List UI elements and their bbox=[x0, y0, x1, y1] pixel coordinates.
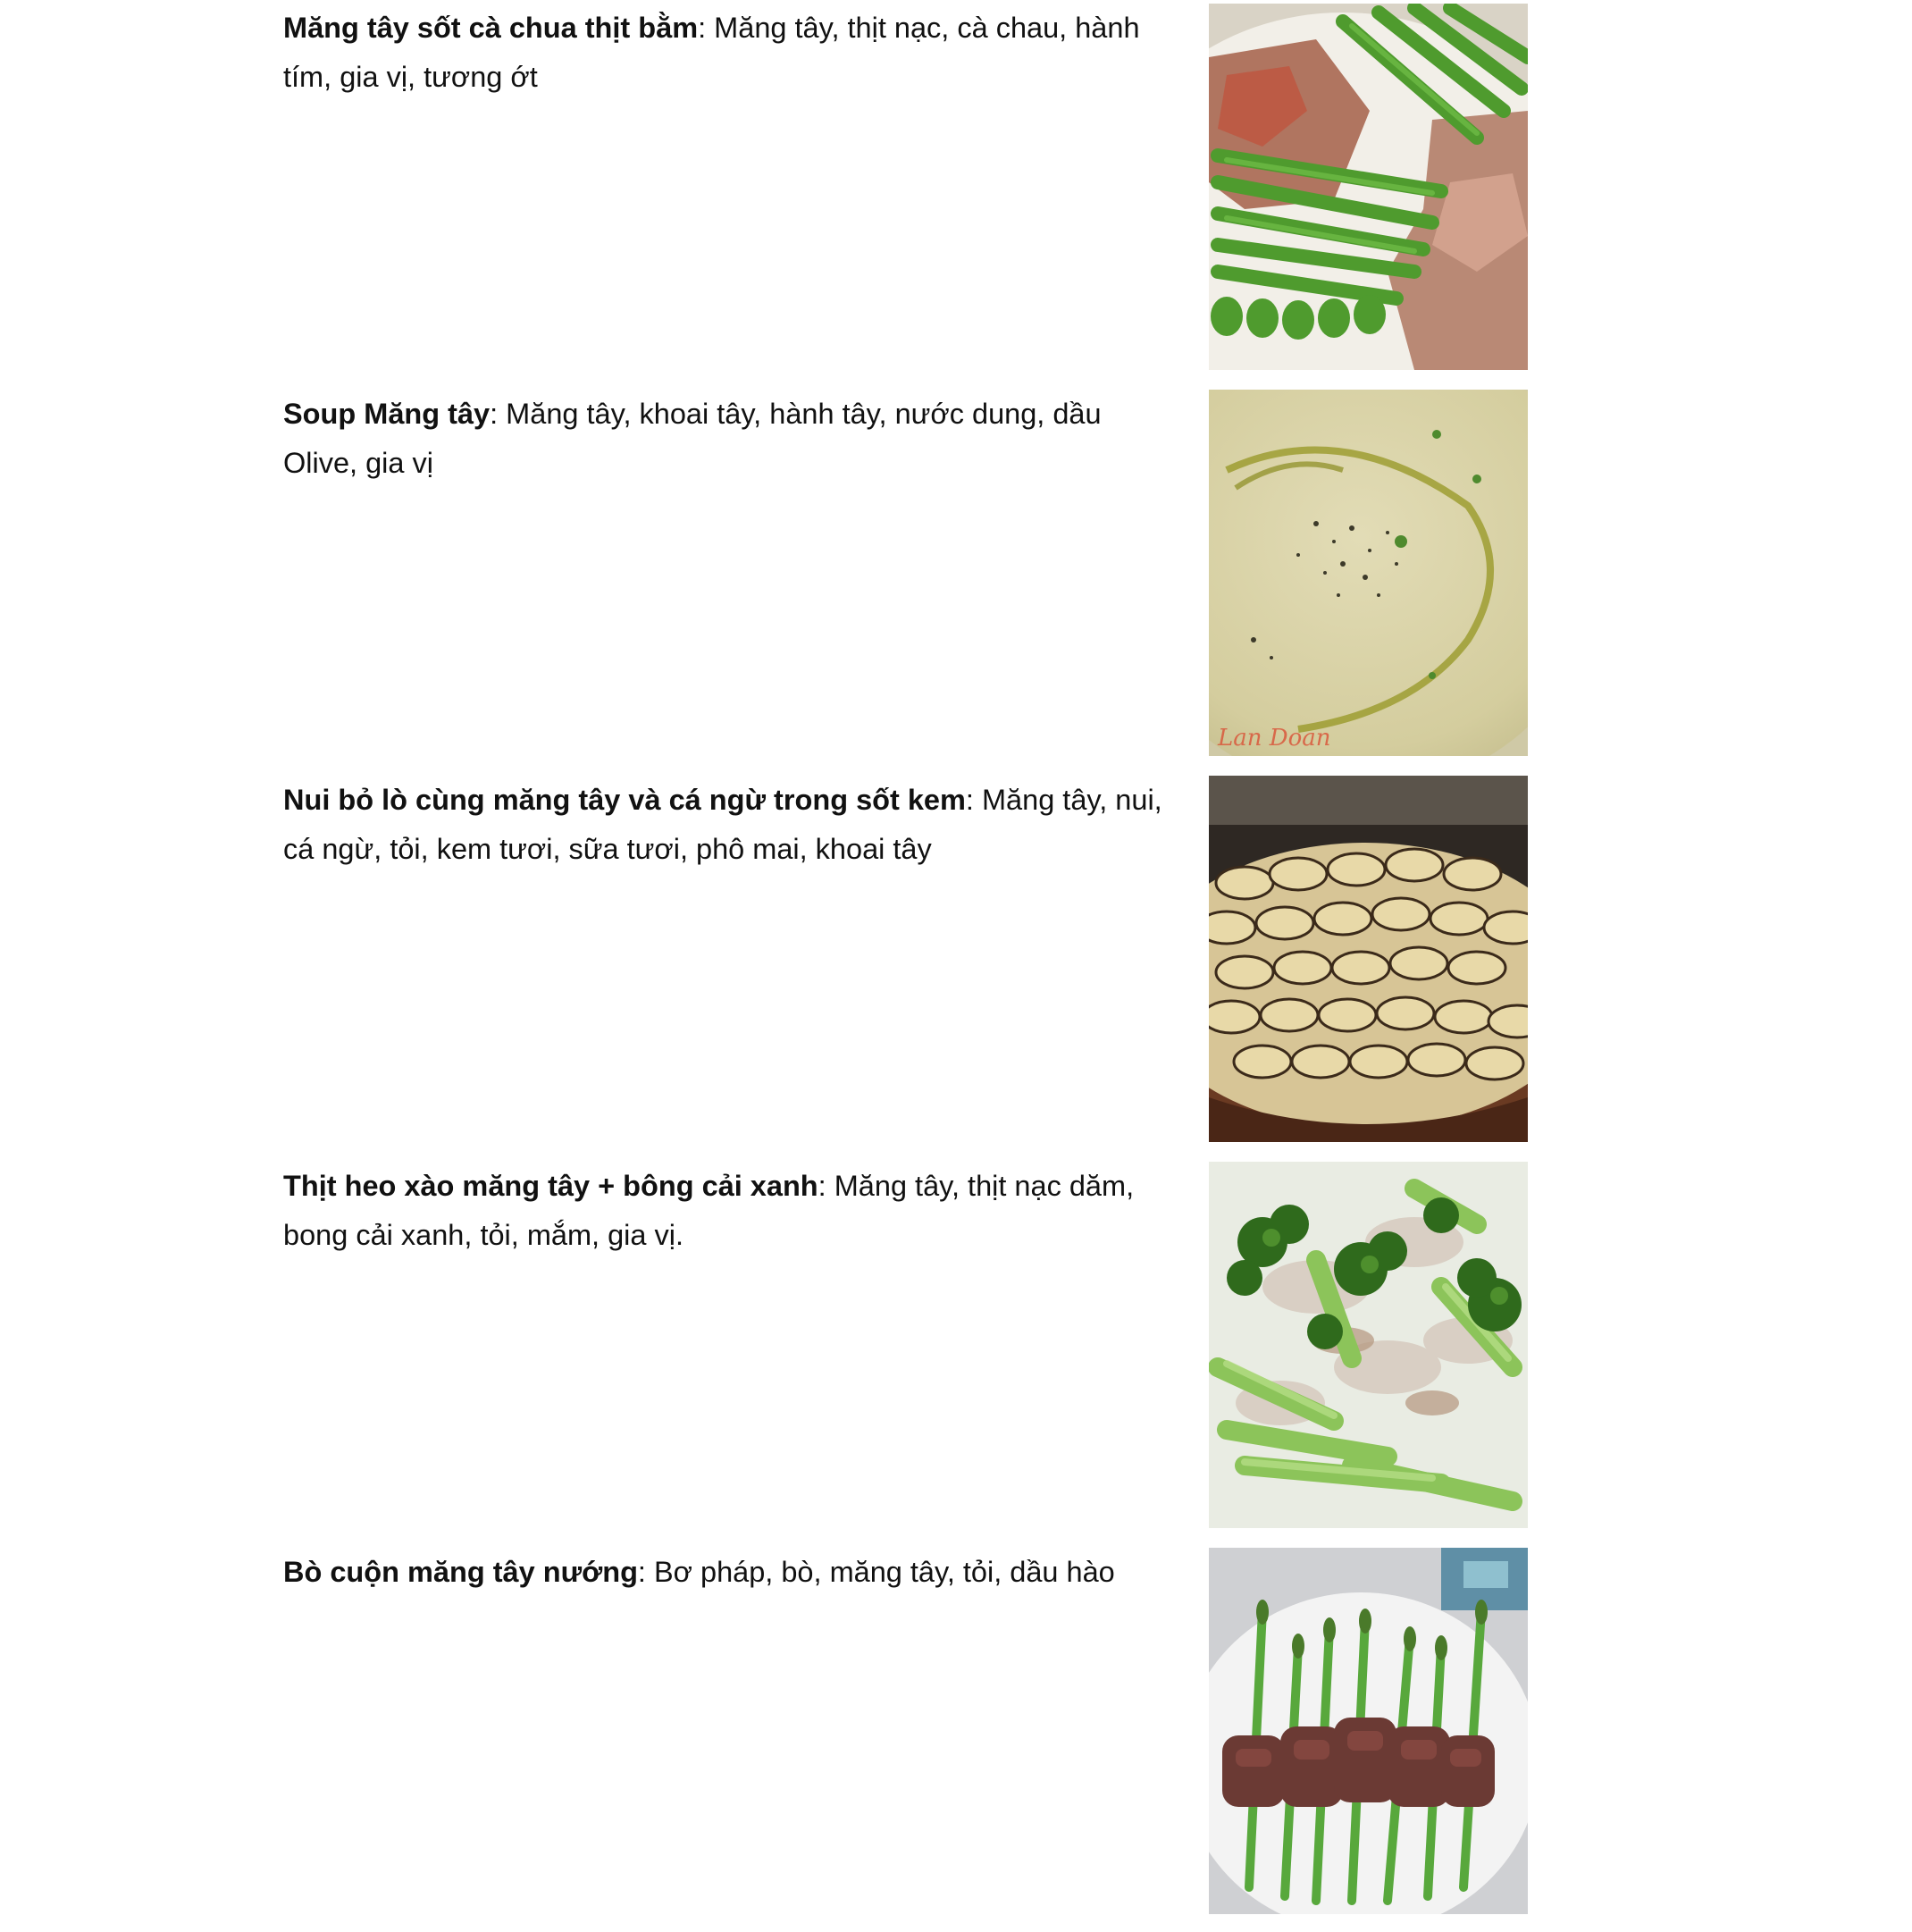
recipe-ingredients: : Măng tây, thịt nạc, cà chau, hành tím, gia vị, tương ớt bbox=[283, 12, 1140, 93]
recipe-ingredients: : Măng tây, nui, cá ngừ, tỏi, kem tươi, sữa tươi, phô mai, khoai tây bbox=[283, 784, 1162, 865]
recipe-description bbox=[283, 390, 1177, 488]
recipe-description bbox=[283, 1548, 1177, 1597]
asparagus-soup-photo bbox=[1209, 390, 1528, 756]
recipe-name: Nui bỏ lò cùng măng tây và cá ngừ trong sốt kem bbox=[283, 784, 966, 816]
photo-watermark: Lan Doan bbox=[1218, 725, 1331, 752]
recipe-description bbox=[283, 776, 1177, 874]
recipe-description bbox=[283, 4, 1177, 102]
recipe-name: Bò cuộn măng tây nướng bbox=[283, 1556, 638, 1588]
asparagus-tomato-minced-pork-photo bbox=[1209, 4, 1528, 370]
recipe-item bbox=[0, 1162, 1912, 1546]
recipe-description bbox=[283, 1162, 1177, 1260]
recipe-item bbox=[0, 4, 1912, 388]
recipe-item bbox=[0, 390, 1912, 774]
recipe-ingredients: : Bơ pháp, bò, măng tây, tỏi, dầu hào bbox=[637, 1556, 1115, 1588]
beef-wrapped-asparagus-photo bbox=[1209, 1548, 1528, 1914]
recipe-item bbox=[0, 1548, 1912, 1932]
recipe-name: Măng tây sốt cà chua thịt bằm bbox=[283, 12, 699, 44]
recipe-ingredients: : Măng tây, thịt nạc dăm, bong cải xanh, tỏi, mắm, gia vị. bbox=[283, 1170, 1135, 1251]
recipe-name: Soup Măng tây bbox=[283, 398, 491, 430]
recipe-name: Thịt heo xào măng tây + bông cải xanh bbox=[283, 1170, 818, 1202]
recipe-ingredients: : Măng tây, khoai tây, hành tây, nước dung, dầu Olive, gia vị bbox=[283, 398, 1102, 479]
baked-macaroni-casserole-photo bbox=[1209, 776, 1528, 1142]
recipe-item bbox=[0, 776, 1912, 1160]
pork-asparagus-broccoli-stirfry-photo bbox=[1209, 1162, 1528, 1528]
